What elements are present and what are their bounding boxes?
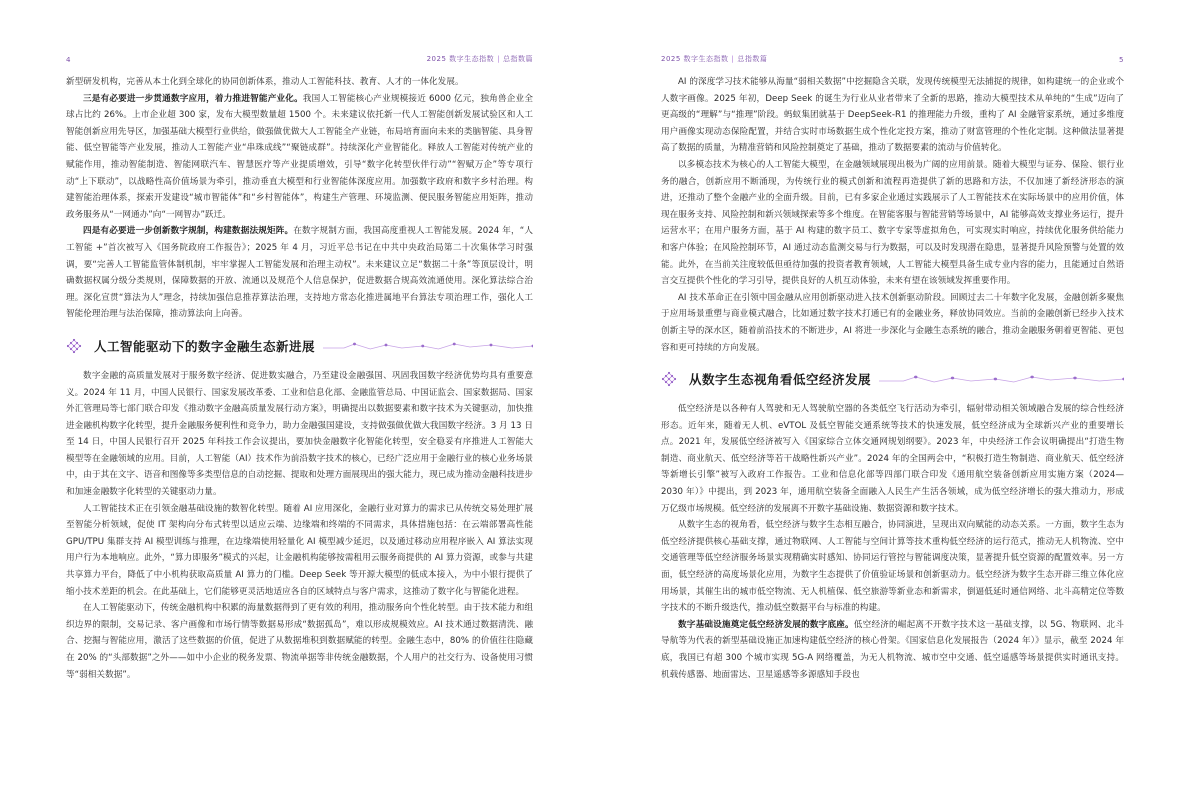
paragraph: 数字金融的高质量发展对于服务数字经济、促进数实融合，乃至建设金融强国、巩固我国数字经济优势均具有重要意义。2024 年 11 月，中国人民银行、国家发展改革委、工业和信息化部、金融监管总局、中国证监会、国家数据局、国家外汇管理局等七部门联合印发《推动数字金融高质量发展行动方案》，明确提出以数据要素和数字技术为关键驱动，加快推进金融机构数字化转型，提升金融服务便利性和竞争力，助力金融强国建设，支持做强做优做大我国数字经济。3 月 13 日至 14 日，中国人民银行召开 2025 年科技工作会议提出，要加快金融数字化智能化转型，安全稳妥有序推进人工智能大模型等在金融领域的应用。目前，人工智能（AI）技术作为前沿数字技术的核心，已经广泛应用于金融行业的核心业务场景中，由于其在文字、语音和图像等多类型信息的自动挖掘、提取和处理方面展现出的强大能力，现已成为推动金融科技进步和加速金融数字化转型的关键驱动力量。 bbox=[66, 370, 533, 498]
diamond-lattice-icon bbox=[66, 338, 82, 354]
paragraph: 在人工智能驱动下，传统金融机构中积累的海量数据得到了更有效的利用，推动服务向个性化转型。由于技术能力和组织边界的限制，交易记录、客户画像和市场行情等数据易形成“数据孤岛”，难以形成规模效应。AI 技术通过数据清洗、融合、挖掘与智能应用，激活了这些数据的价值，促进了从数据堆积到数据赋能的转型。金融生态中，80% 的价值往往隐藏在 20% 的“头部数据”之外——如中小企业的税务发票、物流单据等非传统金融数据，个人用户的社交行为、设备使用习惯等“弱相关数据”。 bbox=[66, 603, 533, 680]
paragraph-lead: 三是有必要进一步贯通数字应用，着力推进智能产业化。 bbox=[83, 93, 303, 104]
paragraph bbox=[66, 91, 533, 224]
paragraph: 低空经济是以各种有人驾驶和无人驾驶航空器的各类低空飞行活动为牵引，辐射带动相关领域融合发展的综合性经济形态。近年来，随着无人机、eVTOL 及低空智能交通系统等技术的快速发展，低空经济成为全球新兴产业的重要增长点。2021 年，发展低空经济被写入《国家综合立体交通网规划纲要》。2023 年，中央经济工作会议明确提出“打造生物制造、商业航天、低空经济等若干战略性新兴产业”。2024 年的全国两会中，“积极打造生物制造、商业航天、低空经济等新增长引擎”被写入政府工作报告。工业和信息化部等四部门联合印发《通用航空装备创新应用实施方案（2024—2030 年）》中提出，到 2023 年，通用航空装备全面融入人民生产生活各领域，成为低空经济增长的强大推动力，形成万亿级市场规模。低空经济的发展离不开数字基础设施、数据资源和数字技术。 bbox=[661, 404, 1124, 514]
diamond-lattice-icon bbox=[661, 371, 677, 387]
running-subtitle: 总指数篇 bbox=[737, 55, 768, 63]
running-subtitle: 总指数篇 bbox=[503, 55, 533, 63]
paragraph: 以多模态技术为核心的人工智能大模型，在金融领域展现出极为广阔的应用前景。随着大模型与证券、保险、银行业务的融合，创新应用不断涌现，为传统行业的模式创新和流程再造提供了新的思路和方法，不仅加速了新经济形态的演进，还推动了整个金融产业的全面升级。目前，已有多家企业通过实践展示了人工智能技术在实际场景中的应用价值，体现在服务支持、风险控制和新兴领域探索等多个维度。在智能客服与智能营销等场景中，AI 能够高效支撑业务运行，提升运营水平；在用户服务方面，基于 AI 构建的数字员工、数字专家等虚拟角色，可实现实时响应，持续优化服务供给能力和客户体验；在风险控制环节，AI 通过动态监测交易与行为数据，可以及时发现潜在隐患，显著提升风险预警与处置的效能。此外，在当前关注度较低但亟待加强的投资者教育领域，人工智能大模型具备生成专业内容的能力，且能通过自然语言交互提供个性化的学习引导，提供良好的人机互动体验，未来有望在该领域发挥重要作用。 bbox=[661, 159, 1124, 287]
paragraph-text: 在数字规制方面，我国高度重视人工智能发展。2024 年，“人工智能 +”首次被写入《国务院政府工作报告》；2025 年 4 月，习近平总书记在中共中央政治局第二十次集体学习时强调，要“完善人工智能监管体制机制，牢牢掌握人工智能发展和治理主动权”。未来建议立足“数据二十条”等顶层设计，明确数据权属分级分类规则，保障数据的开放、流通以及规范个人信息保护，促进数据合规高效流通使用。深化算法综合治理。深化宣贯“算法为人”理念，持续加强信息推荐算法治理，支持地方常态化推进属地平台算法专项治理工作，强化人工智能伦理治理与法治保障，推动算法向上向善。 bbox=[66, 226, 533, 320]
paragraph-text: 我国人工智能核心产业规模接近 6000 亿元，独角兽企业全球占比约 26%。上市企业超 300 家，发布大模型数量超 1500 个。未来建议依托新一代人工智能创新发展试验区和人工智能创新应用先导区，加强基础大模型行业供给，做强做优做大人工智能全产业链，布局培育面向未来的类脑智能、具身智能、低空智能等产业发展，推动人工智能产业“串珠成线”“聚链成群”。持续深化产业智能化。释放人工智能对传统产业的赋能作用，推动智能制造、智能网联汽车、智慧医疗等产业提质增效，引导“数字化转型伙伴行动”“智赋万企”等专项行动“上下联动”，以战略性高价值场景为牵引，推动垂直大模型和行业智能体深度应用。加强数字政府和数字乡村治理。构建智能治理体系，探索开发建设“城市智能体”和“乡村智能体”，构建生产管理、环境监测、便民服务智能应用矩阵，推动政务服务从“一网通办”向“一网智办”跃迁。 bbox=[66, 93, 533, 220]
section-title: 人工智能驱动下的数字金融生态新进展 bbox=[94, 338, 316, 354]
header-separator: | bbox=[731, 55, 735, 63]
right-page-header bbox=[661, 0, 1124, 70]
paragraph-text: 低空经济的崛起离不开数字技术这一基础支撑，以 5G、物联网、北斗导航等为代表的新型基础设施正加速构建低空经济的核心骨架。《国家信息化发展报告（2024 年）》显示，截至 2024 年底，我国已有超 300 个城市实现 5G-A 网络覆盖，为无人机物流、城市空中交通、低空遥感等场景提供实时通讯支持。机载传感器、地面雷达、卫星遥感等多源感知手段也 bbox=[661, 619, 1124, 680]
paragraph bbox=[661, 617, 1124, 683]
paragraph-lead: 数字基础设施奠定低空经济发展的数字底座。 bbox=[678, 619, 854, 630]
right-page bbox=[595, 0, 1190, 807]
running-title: 2025 数字生态指数 bbox=[426, 55, 495, 63]
left-page-number: 4 bbox=[66, 56, 71, 64]
paragraph: AI 的深度学习技术能够从海量“弱相关数据”中挖掘隐含关联，发现传统模型无法捕捉的规律，如构建统一的企业或个人数字画像。2025 年初，Deep Seek 的诞生为行业从业者带来了全新的思路，推动大模型技术从单纯的“生成”迈向了更高级的“理解”与“推理”阶段。蚂蚁集团就基于 DeepSeek-R1 的推理能力升级，重构了 AI 金融管家系统，通过多维度用户画像实现动态保险配置，并结合实时市场数据生成个性化定投方案，推动了财富管理的个性化定制。这种做法显著提高了数据的质量，为精准营销和风险控制奠定了基础，推动了数据要素的流动与价值转化。 bbox=[661, 77, 1124, 154]
left-page-header bbox=[66, 0, 533, 70]
right-page-number: 5 bbox=[1119, 56, 1124, 64]
paragraph: 从数字生态的视角看，低空经济与数字生态相互融合，协同演进，呈现出双向赋能的动态关系。一方面，数字生态为低空经济提供核心基础支撑，通过物联网、人工智能与空间计算等技术重构低空经济的运行范式，推动无人机物流、空中交通管理等低空经济服务场景实现精确实时感知、协同运行管控与智能调度决策，显著提升低空资源的配置效率。另一方面，低空经济的高度场景化应用，为数字生态提供了价值验证场景和创新驱动力。低空经济为数字生态开辟三维立体化应用场景，其催生出的城市低空物流、无人机植保、低空旅游等新业态和新需求，倒逼低延时通信网络、北斗高精定位等数字技术的不断升级迭代，推动低空数据平台与标准的构建。 bbox=[661, 520, 1124, 614]
running-title: 2025 数字生态指数 bbox=[661, 55, 729, 63]
paragraph: 人工智能技术正在引领金融基础设施的数智化转型。随着 AI 应用深化，金融行业对算力的需求已从传统交易处理扩展至智能分析领域，促使 IT 架构向分布式转型以适应云端、边缘端和终端的不同需求，具体措施包括：在云端部署高性能 GPU/TPU 集群支持 AI 模型训练与推理，在边缘端使用轻量化 AI 模型减少延迟，以及通过移动应用程序嵌入 AI 算法实现用户行为本地响应。此外，“算力即服务”模式的兴起，让金融机构能够按需租用云服务商提供的 AI 算力资源，或参与共建共享算力平台，降低了中小机构获取高质量 AI 算力的门槛。Deep Seek 等开源大模型的低成本接入，为中小银行提供了缩小技术差距的机会。在此基础上，它们能够更灵活地适应各自的区域特点与客户需求，这推动了数字化与智能化进程。 bbox=[66, 503, 533, 597]
section-divider-decoration bbox=[323, 339, 533, 353]
running-header bbox=[661, 54, 767, 64]
paragraph-lead: 四是有必要进一步创新数字规制，构建数据法规矩阵。 bbox=[83, 226, 294, 237]
running-header bbox=[427, 54, 533, 64]
paragraph: AI 技术革命正在引领中国金融从应用创新驱动进入技术创新驱动阶段。回顾过去二十年数字化发展，金融创新多聚焦于应用场景重塑与商业模式融合，比如通过数字技术打通已有的金融业务，释放协同效应。当前的金融创新已经步入技术创新主导的深水区，随着前沿技术的不断进步，AI 将进一步深化与金融生态系统的融合，推动金融服务朝着更智能、更包容和更可持续的方向发展。 bbox=[661, 292, 1124, 353]
paragraph: 新型研发机构，完善从本土化到全球化的协同创新体系，推动人工智能科技、教育、人才的一体化发展。 bbox=[66, 77, 464, 87]
left-page-body bbox=[66, 74, 533, 683]
section-title: 从数字生态视角看低空经济发展 bbox=[689, 372, 872, 388]
section-heading bbox=[66, 331, 533, 361]
right-page-body bbox=[661, 74, 1124, 683]
section-heading bbox=[661, 364, 1124, 394]
paragraph bbox=[66, 223, 533, 323]
header-separator: | bbox=[497, 55, 500, 63]
section-divider-decoration bbox=[879, 372, 1124, 386]
